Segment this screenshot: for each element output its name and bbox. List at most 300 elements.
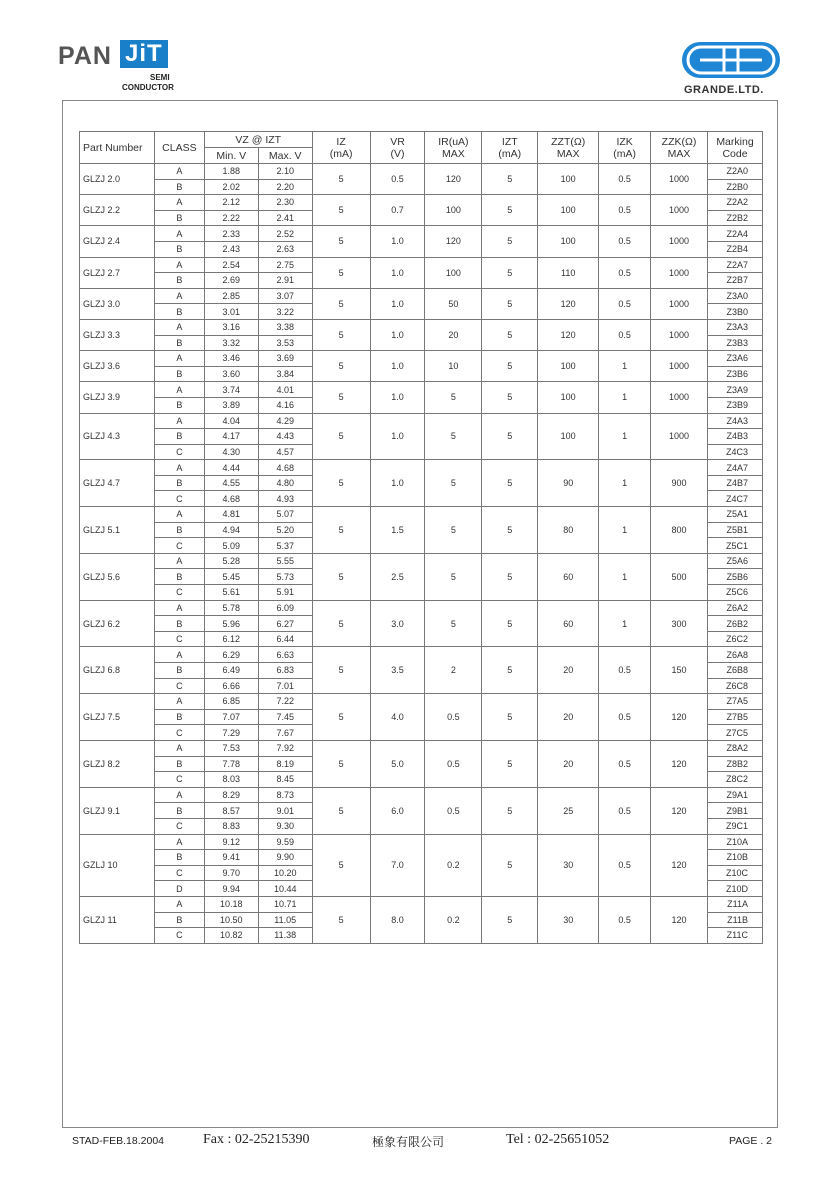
- izk-cell: 0.5: [599, 694, 651, 741]
- zzt-cell: 30: [538, 896, 599, 943]
- vr-cell: 1.5: [370, 507, 425, 554]
- vz-min-cell: 4.81: [204, 507, 258, 523]
- vz-max-cell: 3.07: [258, 288, 312, 304]
- ir-cell: 0.5: [425, 694, 482, 741]
- vz-min-cell: 9.70: [204, 865, 258, 881]
- iz-cell: 5: [312, 507, 370, 554]
- vr-cell: 1.0: [370, 351, 425, 382]
- iz-cell: 5: [312, 288, 370, 319]
- class-cell: B: [154, 616, 204, 632]
- zzk-cell: 120: [651, 834, 708, 896]
- vz-min-cell: 6.12: [204, 631, 258, 647]
- table-row: [80, 507, 763, 523]
- vz-min-cell: 8.29: [204, 787, 258, 803]
- marking-code-cell: Z9B1: [707, 803, 762, 819]
- class-cell: C: [154, 538, 204, 554]
- part-number-cell: GLZJ 3.6: [80, 351, 155, 382]
- izk-cell: 0.5: [599, 319, 651, 350]
- class-cell: B: [154, 912, 204, 928]
- table-row: [80, 413, 763, 429]
- class-cell: B: [154, 304, 204, 320]
- vz-min-cell: 7.07: [204, 709, 258, 725]
- part-number-cell: GLZJ 3.9: [80, 382, 155, 413]
- iz-cell: 5: [312, 740, 370, 787]
- class-cell: B: [154, 522, 204, 538]
- table-row: [80, 257, 763, 273]
- ir-cell: 120: [425, 164, 482, 195]
- vz-max-cell: 8.45: [258, 772, 312, 788]
- izt-cell: 5: [482, 257, 538, 288]
- izt-cell: 5: [482, 382, 538, 413]
- marking-code-cell: Z5C6: [707, 585, 762, 601]
- class-cell: C: [154, 725, 204, 741]
- class-cell: B: [154, 210, 204, 226]
- part-number-cell: GLZJ 2.2: [80, 195, 155, 226]
- vz-max-cell: 7.67: [258, 725, 312, 741]
- vz-min-cell: 8.83: [204, 818, 258, 834]
- class-cell: B: [154, 803, 204, 819]
- class-cell: A: [154, 834, 204, 850]
- vz-min-cell: 9.41: [204, 850, 258, 866]
- izk-cell: 0.5: [599, 787, 651, 834]
- iz-cell: 5: [312, 319, 370, 350]
- class-cell: B: [154, 475, 204, 491]
- zzk-cell: 1000: [651, 257, 708, 288]
- vz-max-cell: 7.01: [258, 678, 312, 694]
- zzk-cell: 900: [651, 460, 708, 507]
- marking-code-cell: Z5B1: [707, 522, 762, 538]
- izt-cell: 5: [482, 834, 538, 896]
- zzk-cell: 1000: [651, 195, 708, 226]
- class-cell: C: [154, 585, 204, 601]
- zzt-cell: 120: [538, 319, 599, 350]
- izk-cell: 1: [599, 553, 651, 600]
- col-ir: IR(uA) MAX: [425, 132, 482, 164]
- table-row: [80, 787, 763, 803]
- marking-code-cell: Z8B2: [707, 756, 762, 772]
- ir-cell: 0.2: [425, 834, 482, 896]
- vz-min-cell: 10.50: [204, 912, 258, 928]
- vz-min-cell: 9.12: [204, 834, 258, 850]
- vz-max-cell: 7.45: [258, 709, 312, 725]
- izk-cell: 0.5: [599, 647, 651, 694]
- footer-company: 極象有限公司: [372, 1135, 445, 1149]
- marking-code-cell: Z6A2: [707, 600, 762, 616]
- izt-cell: 5: [482, 195, 538, 226]
- vz-max-cell: 11.38: [258, 928, 312, 944]
- zzt-cell: 120: [538, 288, 599, 319]
- ir-cell: 5: [425, 600, 482, 647]
- ir-cell: 0.5: [425, 787, 482, 834]
- marking-code-cell: Z7A5: [707, 694, 762, 710]
- marking-code-cell: Z11A: [707, 896, 762, 912]
- vz-max-cell: 4.29: [258, 413, 312, 429]
- class-cell: C: [154, 865, 204, 881]
- iz-cell: 5: [312, 834, 370, 896]
- vz-min-cell: 2.43: [204, 241, 258, 257]
- vz-min-cell: 10.82: [204, 928, 258, 944]
- part-number-cell: GZLJ 10: [80, 834, 155, 896]
- col-min-v: Min. V: [204, 148, 258, 164]
- iz-cell: 5: [312, 382, 370, 413]
- footer-page-number: PAGE . 2: [729, 1135, 772, 1147]
- col-class: CLASS: [154, 132, 204, 164]
- marking-code-cell: Z5A1: [707, 507, 762, 523]
- vz-min-cell: 3.16: [204, 319, 258, 335]
- ir-cell: 5: [425, 382, 482, 413]
- vz-max-cell: 7.22: [258, 694, 312, 710]
- vz-min-cell: 4.04: [204, 413, 258, 429]
- vz-max-cell: 6.83: [258, 663, 312, 679]
- class-cell: B: [154, 179, 204, 195]
- vz-max-cell: 4.57: [258, 444, 312, 460]
- table-row: [80, 740, 763, 756]
- izt-cell: 5: [482, 647, 538, 694]
- class-cell: B: [154, 429, 204, 445]
- class-cell: C: [154, 678, 204, 694]
- vz-min-cell: 4.55: [204, 475, 258, 491]
- class-cell: A: [154, 319, 204, 335]
- vz-min-cell: 2.69: [204, 273, 258, 289]
- vz-min-cell: 6.29: [204, 647, 258, 663]
- vz-min-cell: 6.66: [204, 678, 258, 694]
- class-cell: A: [154, 257, 204, 273]
- marking-code-cell: Z2B0: [707, 179, 762, 195]
- marking-code-cell: Z2A2: [707, 195, 762, 211]
- izt-cell: 5: [482, 600, 538, 647]
- vz-min-cell: 9.94: [204, 881, 258, 897]
- vz-max-cell: 4.16: [258, 397, 312, 413]
- zzt-cell: 100: [538, 164, 599, 195]
- vr-cell: 3.0: [370, 600, 425, 647]
- vz-min-cell: 5.09: [204, 538, 258, 554]
- part-number-cell: GLZJ 6.2: [80, 600, 155, 647]
- ir-cell: 5: [425, 460, 482, 507]
- izk-cell: 1: [599, 460, 651, 507]
- marking-code-cell: Z4A7: [707, 460, 762, 476]
- zzt-cell: 20: [538, 740, 599, 787]
- zzt-cell: 20: [538, 694, 599, 741]
- izk-cell: 0.5: [599, 288, 651, 319]
- vz-max-cell: 4.01: [258, 382, 312, 398]
- iz-cell: 5: [312, 460, 370, 507]
- grande-emblem-icon: [680, 40, 785, 82]
- vr-cell: 6.0: [370, 787, 425, 834]
- vz-max-cell: 8.73: [258, 787, 312, 803]
- col-izk: IZK (mA): [599, 132, 651, 164]
- zzt-cell: 60: [538, 553, 599, 600]
- vz-min-cell: 5.96: [204, 616, 258, 632]
- marking-code-cell: Z3A3: [707, 319, 762, 335]
- class-cell: B: [154, 569, 204, 585]
- ir-cell: 100: [425, 195, 482, 226]
- ir-cell: 50: [425, 288, 482, 319]
- zzk-cell: 1000: [651, 382, 708, 413]
- vz-max-cell: 6.27: [258, 616, 312, 632]
- vz-min-cell: 3.32: [204, 335, 258, 351]
- vz-max-cell: 4.93: [258, 491, 312, 507]
- vz-max-cell: 6.63: [258, 647, 312, 663]
- vz-max-cell: 5.20: [258, 522, 312, 538]
- vz-min-cell: 2.12: [204, 195, 258, 211]
- vz-max-cell: 5.91: [258, 585, 312, 601]
- table-row: [80, 834, 763, 850]
- ir-cell: 20: [425, 319, 482, 350]
- izt-cell: 5: [482, 507, 538, 554]
- class-cell: A: [154, 896, 204, 912]
- ir-cell: 5: [425, 553, 482, 600]
- vz-min-cell: 5.45: [204, 569, 258, 585]
- vz-min-cell: 1.88: [204, 164, 258, 180]
- izt-cell: 5: [482, 740, 538, 787]
- part-number-cell: GLZJ 11: [80, 896, 155, 943]
- izt-cell: 5: [482, 413, 538, 460]
- class-cell: B: [154, 335, 204, 351]
- col-part-number: Part Number: [80, 132, 155, 164]
- vz-min-cell: 3.01: [204, 304, 258, 320]
- vr-cell: 1.0: [370, 460, 425, 507]
- vz-min-cell: 7.29: [204, 725, 258, 741]
- izk-cell: 1: [599, 507, 651, 554]
- iz-cell: 5: [312, 647, 370, 694]
- vz-min-cell: 2.33: [204, 226, 258, 242]
- vz-max-cell: 5.07: [258, 507, 312, 523]
- zzt-cell: 80: [538, 507, 599, 554]
- vr-cell: 5.0: [370, 740, 425, 787]
- zzk-cell: 120: [651, 787, 708, 834]
- vz-max-cell: 4.68: [258, 460, 312, 476]
- marking-code-cell: Z4B3: [707, 429, 762, 445]
- class-cell: B: [154, 366, 204, 382]
- vz-min-cell: 7.53: [204, 740, 258, 756]
- izt-cell: 5: [482, 319, 538, 350]
- class-cell: C: [154, 491, 204, 507]
- izk-cell: 0.5: [599, 195, 651, 226]
- zzt-cell: 90: [538, 460, 599, 507]
- class-cell: B: [154, 241, 204, 257]
- table-row: [80, 351, 763, 367]
- vz-max-cell: 2.75: [258, 257, 312, 273]
- marking-code-cell: Z10A: [707, 834, 762, 850]
- izk-cell: 0.5: [599, 226, 651, 257]
- marking-code-cell: Z6C8: [707, 678, 762, 694]
- marking-code-cell: Z11B: [707, 912, 762, 928]
- iz-cell: 5: [312, 896, 370, 943]
- marking-code-cell: Z7B5: [707, 709, 762, 725]
- part-number-cell: GLZJ 5.1: [80, 507, 155, 554]
- class-cell: B: [154, 850, 204, 866]
- table-row: [80, 553, 763, 569]
- class-cell: A: [154, 226, 204, 242]
- class-cell: C: [154, 631, 204, 647]
- table-header: [80, 132, 763, 164]
- izk-cell: 1: [599, 600, 651, 647]
- class-cell: B: [154, 709, 204, 725]
- vz-max-cell: 4.43: [258, 429, 312, 445]
- vz-max-cell: 2.63: [258, 241, 312, 257]
- marking-code-cell: Z10B: [707, 850, 762, 866]
- vz-max-cell: 5.37: [258, 538, 312, 554]
- ir-cell: 0.2: [425, 896, 482, 943]
- vz-min-cell: 3.46: [204, 351, 258, 367]
- grande-logo: [680, 40, 785, 100]
- zzk-cell: 120: [651, 740, 708, 787]
- vr-cell: 8.0: [370, 896, 425, 943]
- zzt-cell: 110: [538, 257, 599, 288]
- class-cell: D: [154, 881, 204, 897]
- marking-code-cell: Z7C5: [707, 725, 762, 741]
- grande-name: GRANDE.LTD.: [684, 84, 764, 96]
- marking-code-cell: Z4B7: [707, 475, 762, 491]
- marking-code-cell: Z5C1: [707, 538, 762, 554]
- vz-max-cell: 5.55: [258, 553, 312, 569]
- table-row: [80, 694, 763, 710]
- vz-max-cell: 3.53: [258, 335, 312, 351]
- marking-code-cell: Z2B7: [707, 273, 762, 289]
- footer-fax: Fax : 02-25215390: [203, 1132, 310, 1147]
- iz-cell: 5: [312, 164, 370, 195]
- marking-code-cell: Z2A7: [707, 257, 762, 273]
- izk-cell: 0.5: [599, 834, 651, 896]
- ir-cell: 5: [425, 507, 482, 554]
- iz-cell: 5: [312, 787, 370, 834]
- vz-min-cell: 3.74: [204, 382, 258, 398]
- vz-max-cell: 2.10: [258, 164, 312, 180]
- vz-max-cell: 11.05: [258, 912, 312, 928]
- col-zzt: ZZT(Ω) MAX: [538, 132, 599, 164]
- logo-conductor-text: CONDUCTOR: [122, 83, 174, 92]
- part-number-cell: GLZJ 9.1: [80, 787, 155, 834]
- zzt-cell: 100: [538, 195, 599, 226]
- vz-min-cell: 4.17: [204, 429, 258, 445]
- zzt-cell: 25: [538, 787, 599, 834]
- table-body: [80, 164, 763, 944]
- marking-code-cell: Z5B6: [707, 569, 762, 585]
- class-cell: B: [154, 663, 204, 679]
- part-number-cell: GLZJ 3.3: [80, 319, 155, 350]
- vz-min-cell: 6.49: [204, 663, 258, 679]
- marking-code-cell: Z2A0: [707, 164, 762, 180]
- col-iz: IZ (mA): [312, 132, 370, 164]
- page-footer: [0, 1132, 840, 1152]
- part-number-cell: GLZJ 4.3: [80, 413, 155, 460]
- table-row: [80, 288, 763, 304]
- vz-max-cell: 10.71: [258, 896, 312, 912]
- class-cell: A: [154, 195, 204, 211]
- marking-code-cell: Z6A8: [707, 647, 762, 663]
- vr-cell: 2.5: [370, 553, 425, 600]
- marking-code-cell: Z3B3: [707, 335, 762, 351]
- class-cell: A: [154, 694, 204, 710]
- vz-min-cell: 10.18: [204, 896, 258, 912]
- zzk-cell: 1000: [651, 226, 708, 257]
- col-vz-izt: VZ @ IZT: [204, 132, 312, 148]
- vz-min-cell: 3.60: [204, 366, 258, 382]
- class-cell: C: [154, 444, 204, 460]
- ir-cell: 0.5: [425, 740, 482, 787]
- zzk-cell: 1000: [651, 351, 708, 382]
- iz-cell: 5: [312, 413, 370, 460]
- class-cell: A: [154, 351, 204, 367]
- vz-min-cell: 4.30: [204, 444, 258, 460]
- class-cell: A: [154, 553, 204, 569]
- vz-max-cell: 6.44: [258, 631, 312, 647]
- izt-cell: 5: [482, 351, 538, 382]
- class-cell: A: [154, 647, 204, 663]
- table-row: [80, 382, 763, 398]
- vz-min-cell: 4.68: [204, 491, 258, 507]
- part-number-cell: GLZJ 6.8: [80, 647, 155, 694]
- vr-cell: 0.7: [370, 195, 425, 226]
- ir-cell: 5: [425, 413, 482, 460]
- vz-min-cell: 6.85: [204, 694, 258, 710]
- zzk-cell: 1000: [651, 288, 708, 319]
- iz-cell: 5: [312, 694, 370, 741]
- vr-cell: 7.0: [370, 834, 425, 896]
- col-izt: IZT (mA): [482, 132, 538, 164]
- class-cell: A: [154, 288, 204, 304]
- vz-min-cell: 8.03: [204, 772, 258, 788]
- marking-code-cell: Z2B4: [707, 241, 762, 257]
- marking-code-cell: Z5A6: [707, 553, 762, 569]
- class-cell: C: [154, 928, 204, 944]
- vr-cell: 1.0: [370, 257, 425, 288]
- vz-max-cell: 2.41: [258, 210, 312, 226]
- marking-code-cell: Z3B6: [707, 366, 762, 382]
- logo-pan-text: PAN: [58, 42, 112, 70]
- marking-code-cell: Z3A9: [707, 382, 762, 398]
- zzk-cell: 300: [651, 600, 708, 647]
- vz-max-cell: 9.59: [258, 834, 312, 850]
- zzt-cell: 100: [538, 382, 599, 413]
- vz-min-cell: 2.85: [204, 288, 258, 304]
- izt-cell: 5: [482, 896, 538, 943]
- vr-cell: 1.0: [370, 226, 425, 257]
- izt-cell: 5: [482, 787, 538, 834]
- class-cell: C: [154, 772, 204, 788]
- marking-code-cell: Z9A1: [707, 787, 762, 803]
- iz-cell: 5: [312, 553, 370, 600]
- zzt-cell: 30: [538, 834, 599, 896]
- vr-cell: 0.5: [370, 164, 425, 195]
- marking-code-cell: Z9C1: [707, 818, 762, 834]
- vz-max-cell: 2.91: [258, 273, 312, 289]
- part-number-cell: GLZJ 2.0: [80, 164, 155, 195]
- marking-code-cell: Z3A0: [707, 288, 762, 304]
- part-number-cell: GLZJ 2.7: [80, 257, 155, 288]
- ir-cell: 120: [425, 226, 482, 257]
- zzt-cell: 60: [538, 600, 599, 647]
- part-number-cell: GLZJ 4.7: [80, 460, 155, 507]
- izk-cell: 0.5: [599, 164, 651, 195]
- vz-min-cell: 8.57: [204, 803, 258, 819]
- vz-max-cell: 10.44: [258, 881, 312, 897]
- izk-cell: 1: [599, 382, 651, 413]
- marking-code-cell: Z11C: [707, 928, 762, 944]
- marking-code-cell: Z6C2: [707, 631, 762, 647]
- iz-cell: 5: [312, 195, 370, 226]
- class-cell: A: [154, 413, 204, 429]
- marking-code-cell: Z10D: [707, 881, 762, 897]
- vz-min-cell: 2.54: [204, 257, 258, 273]
- marking-code-cell: Z4C3: [707, 444, 762, 460]
- zzk-cell: 1000: [651, 319, 708, 350]
- vz-max-cell: 9.90: [258, 850, 312, 866]
- panjit-logo: [58, 40, 188, 90]
- izk-cell: 1: [599, 351, 651, 382]
- marking-code-cell: Z2A4: [707, 226, 762, 242]
- vz-min-cell: 5.78: [204, 600, 258, 616]
